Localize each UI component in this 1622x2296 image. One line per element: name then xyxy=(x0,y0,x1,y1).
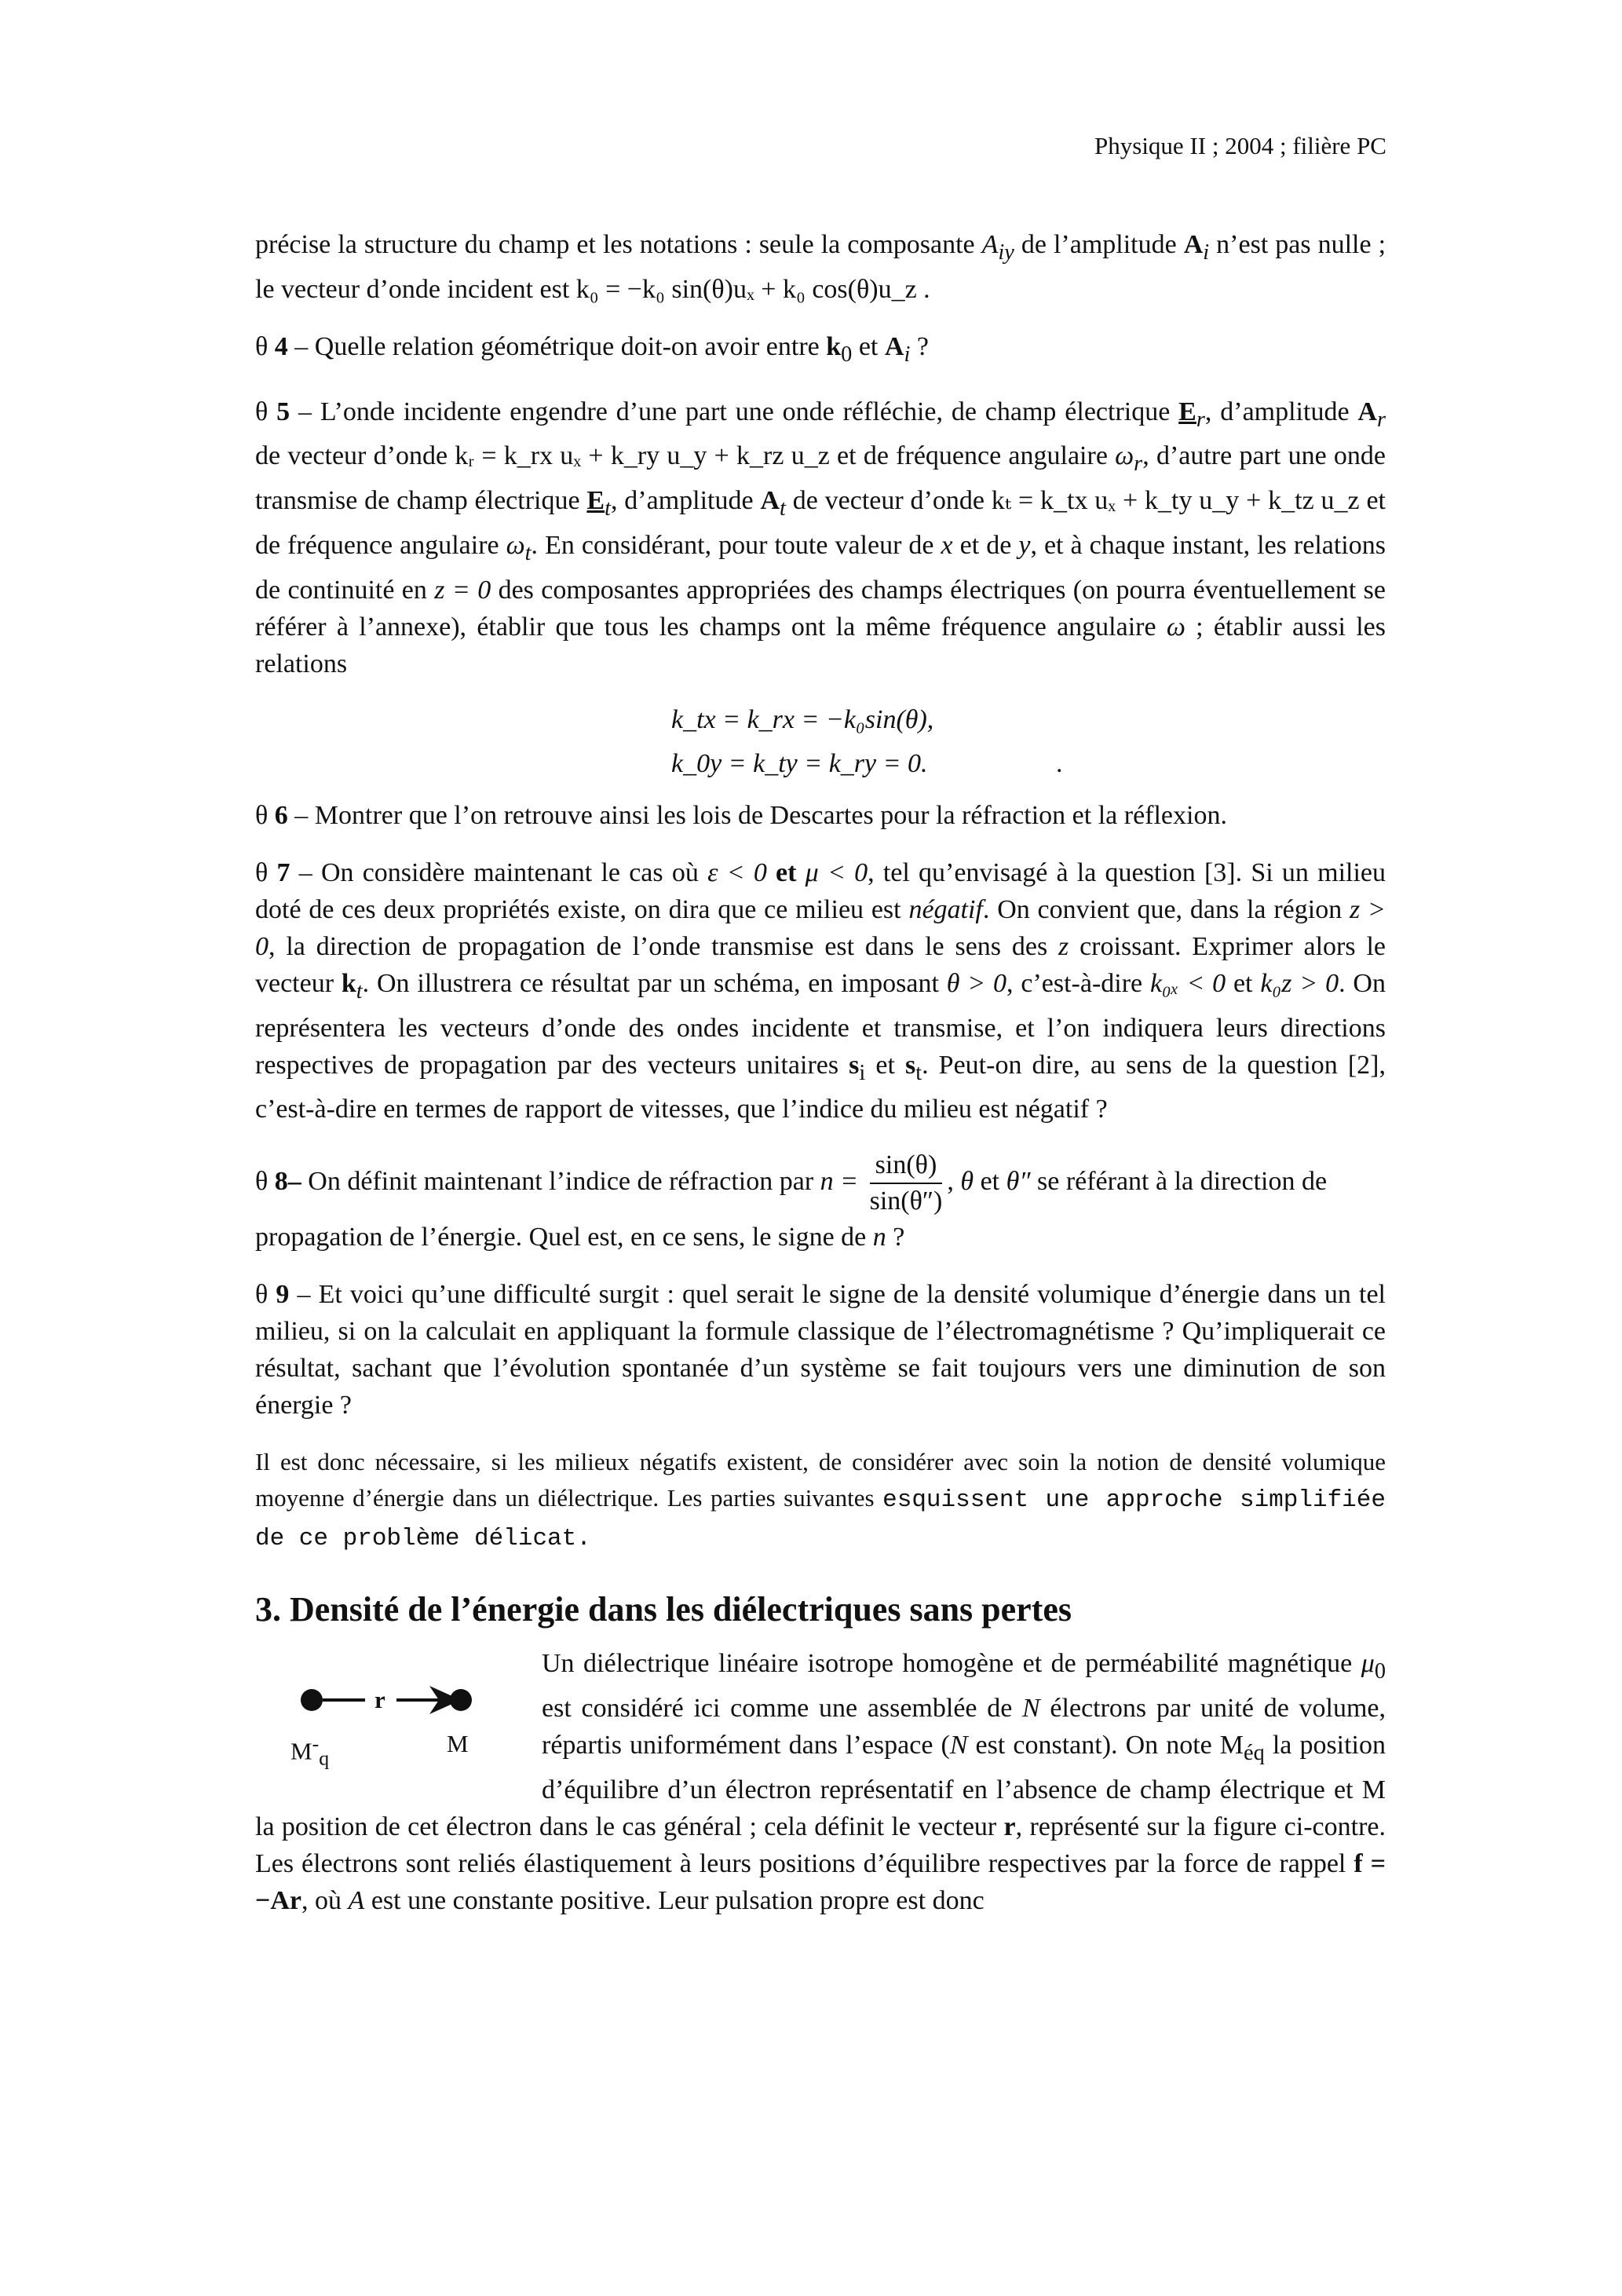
refraction-index-fraction: $\frac{\sin(\theta)}{\sin(\theta'')}$ xyxy=(870,1148,943,1219)
transition-paragraph: Il est donc nécessaire, si les milieux négatifs existent, de considérer avec soin la notion de densité volumique moyenne d’énergie dans un diélectrique. Les parties suivantes esquissent une approche simplifiée de ce problème délicat. xyxy=(255,1448,1386,1553)
bullet-symbol: θ xyxy=(255,800,269,830)
question-7: θ 7 – On considère maintenant le cas où ε < 0 et μ < 0, tel qu’envisagé à la question [3]. Si un milieu doté de ces deux propriétés existe, on dira que ce milieu est négatif. On convient que, dans la région z > 0, la direction de propagation de l’onde transmise est dans le sens des z croissant. Exprimer alors le vecteur $k_t$. On illustrera ce résultat par un schéma, en imposant θ > 0, c’est-à-dire k₀ₓ < 0 et k₀z > 0. On représentera les vecteurs d’onde des ondes incidente et transmise, et l’on indiquera leurs directions respectives de propagation par des vecteurs unitaires $s_i$ et $s_t$. Peut-on dire, au sens de la question [2], c’est-à-dire en termes de rapport de vitesses, que l’indice du milieu est négatif ? xyxy=(255,857,1386,1124)
restoring-force-expression: f = −Ar xyxy=(255,1848,1386,1915)
equation-k0y: k_0y = k_ty = k_ry = 0. . xyxy=(671,748,1063,778)
vector-r-label: r xyxy=(374,1686,385,1714)
intro-paragraph: précise la structure du champ et les notations : seule la composante $A_{iy}$ de l’amplitude $A_i$ n’est pas nulle ; le vecteur d’onde incident est k₀ = −k₀ sin(θ)uₓ + k₀ cos(θ)u_z . xyxy=(255,230,1386,304)
bullet-symbol: θ xyxy=(255,1280,269,1310)
section-3-body xyxy=(255,1645,1386,1919)
section-3-paragraph: Un diélectrique linéaire isotrope homogène et de perméabilité magnétique $\mu_0$ est considéré ici comme une assemblée de N électrons par unité de volume, répartis uniformément dans l’espace (N est constant). On note $M_{éq}$ la position d’équilibre d’un électron représentatif en l’absence de champ électrique et M la position de cet électron dans le cas général ; cela définit le vecteur r, représenté sur la figure ci-contre. Les électrons sont reliés élastiquement à leurs positions d’équilibre respectives par la force de rappel f = −Ar, où A est une constante positive. Leur pulsation propre est donc xyxy=(255,1649,1386,1915)
left-point-label: $M^-_q$ xyxy=(290,1732,330,1770)
bullet-symbol: θ xyxy=(255,1167,269,1197)
bullet-symbol: θ xyxy=(255,331,269,361)
question-4: θ 4 – Quelle relation géométrique doit-on avoir entre $k_0$ et $A_i$ ? xyxy=(255,331,929,367)
continuity-equations xyxy=(671,698,1386,786)
electron-point xyxy=(450,1689,472,1711)
page-body xyxy=(255,226,1386,1940)
displacement-diagram xyxy=(255,1645,526,1802)
bullet-symbol: θ xyxy=(255,397,269,426)
right-point-label: M xyxy=(447,1730,469,1758)
question-6: θ 6 – Montrer que l’on retrouve ainsi les lois de Descartes pour la réfraction et la réflexion. xyxy=(255,800,1227,830)
question-9: θ 9 – Et voici qu’une difficulté surgit : quel serait le signe de la densité volumique d’énergie dans un tel milieu, si on la calculait en appliquant la formule classique de l’électromagnétisme ? Qu’impliquerait ce résultat, sachant que l’évolution spontanée d’un système se fait toujours vers une diminution de son énergie ? xyxy=(255,1280,1386,1420)
bullet-symbol: θ xyxy=(255,857,269,887)
equilibrium-point xyxy=(301,1689,323,1711)
equation-ktx: k_tx = k_rx = −k₀sin(θ), xyxy=(671,704,934,734)
kr-expression: kᵣ = k_rx uₓ + k_ry u_y + k_rz u_z xyxy=(455,441,830,471)
k0-expression: k₀ = −k₀ sin(θ)uₓ + k₀ cos(θ)u_z . xyxy=(575,274,930,304)
electron-displacement-figure xyxy=(255,1645,526,1802)
running-header: Physique II ; 2004 ; filière PC xyxy=(1094,132,1386,159)
question-8: θ 8– On définit maintenant l’indice de réfraction par n = $\frac{\sin(\theta)}{\sin(\theta'')}$ , θ et θ″ se référant à la direction de propagation de l’énergie. Quel est, en ce sens, le signe de n ? xyxy=(255,1148,1386,1256)
question-5: θ 5 – L’onde incidente engendre d’une part une onde réfléchie, de champ électrique $E_r$, d’amplitude $A_r$ de vecteur d’onde kᵣ = k_rx uₓ + k_ry u_y + k_rz u_z et de fréquence angulaire $\omega_r$, d’autre part une onde transmise de champ électrique $E_t$, d’amplitude $A_t$ de vecteur d’onde kₜ = k_tx uₓ + k_ty u_y + k_tz u_z et de fréquence angulaire $\omega_t$. En considérant, pour toute valeur de x et de y, et à chaque instant, les relations de continuité en z = 0 des composantes appropriées des champs électriques (on pourra éventuellement se référer à l’annexe), établir que tous les champs ont la même fréquence angulaire ω ; établir aussi les relations xyxy=(255,397,1386,678)
kt-expression: kₜ = k_tx uₓ + k_ty u_y + k_tz u_z xyxy=(991,486,1360,516)
section-3-title: 3. Densité de l’énergie dans les diélectriques sans pertes xyxy=(255,1590,1072,1629)
